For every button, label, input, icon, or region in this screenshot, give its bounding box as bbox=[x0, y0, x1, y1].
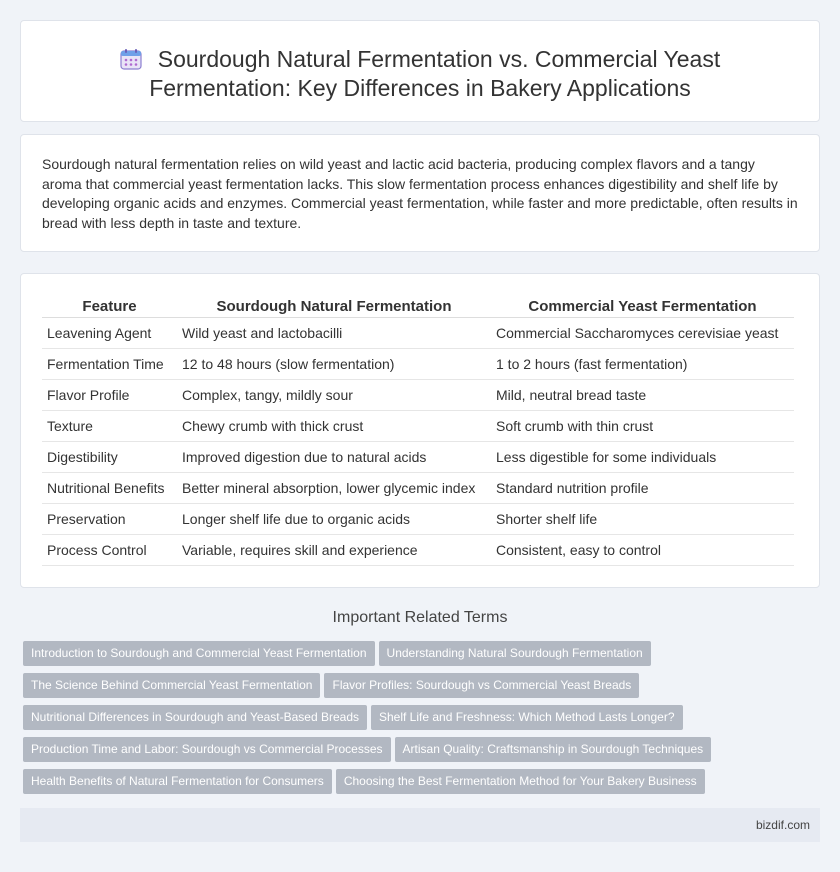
commercial-cell: Consistent, easy to control bbox=[491, 535, 794, 566]
page-title-text: Sourdough Natural Fermentation vs. Commercial Yeast Fermentation: Key Differences in Bakery Applications bbox=[149, 46, 721, 101]
sourdough-cell: Longer shelf life due to organic acids bbox=[177, 504, 491, 535]
footer-site[interactable]: bizdif.com bbox=[755, 818, 810, 832]
commercial-cell: Shorter shelf life bbox=[491, 504, 794, 535]
table-row bbox=[42, 504, 794, 535]
header-commercial: Commercial Yeast Fermentation bbox=[491, 296, 794, 318]
footer bbox=[20, 808, 820, 842]
comparison-table bbox=[42, 296, 794, 566]
table-row bbox=[42, 535, 794, 566]
commercial-cell: 1 to 2 hours (fast fermentation) bbox=[491, 349, 794, 380]
commercial-cell: Soft crumb with thin crust bbox=[491, 411, 794, 442]
feature-cell: Nutritional Benefits bbox=[42, 473, 177, 504]
related-term-tag[interactable]: Shelf Life and Freshness: Which Method Lasts Longer? bbox=[371, 705, 683, 730]
feature-cell: Preservation bbox=[42, 504, 177, 535]
sourdough-cell: 12 to 48 hours (slow fermentation) bbox=[177, 349, 491, 380]
commercial-cell: Less digestible for some individuals bbox=[491, 442, 794, 473]
table-row bbox=[42, 411, 794, 442]
sourdough-cell: Chewy crumb with thick crust bbox=[177, 411, 491, 442]
calendar-icon bbox=[120, 48, 142, 70]
related-term-tag[interactable]: Production Time and Labor: Sourdough vs Commercial Processes bbox=[23, 737, 391, 762]
feature-cell: Texture bbox=[42, 411, 177, 442]
title-card bbox=[20, 20, 820, 122]
commercial-cell: Mild, neutral bread taste bbox=[491, 380, 794, 411]
sourdough-cell: Complex, tangy, mildly sour bbox=[177, 380, 491, 411]
sourdough-cell: Improved digestion due to natural acids bbox=[177, 442, 491, 473]
related-term-tag[interactable]: Nutritional Differences in Sourdough and Yeast-Based Breads bbox=[23, 705, 367, 730]
table-row bbox=[42, 473, 794, 504]
table-row bbox=[42, 442, 794, 473]
table-header-row bbox=[42, 296, 794, 318]
related-term-tag[interactable]: Choosing the Best Fermentation Method for Your Bakery Business bbox=[336, 769, 705, 794]
related-term-tag[interactable]: Introduction to Sourdough and Commercial Yeast Fermentation bbox=[23, 641, 375, 666]
feature-cell: Process Control bbox=[42, 535, 177, 566]
related-term-tag[interactable]: The Science Behind Commercial Yeast Fermentation bbox=[23, 673, 320, 698]
related-term-tag[interactable]: Flavor Profiles: Sourdough vs Commercial Yeast Breads bbox=[324, 673, 639, 698]
related-term-tag[interactable]: Health Benefits of Natural Fermentation for Consumers bbox=[23, 769, 332, 794]
comparison-card bbox=[20, 273, 820, 588]
table-row bbox=[42, 349, 794, 380]
sourdough-cell: Variable, requires skill and experience bbox=[177, 535, 491, 566]
feature-cell: Fermentation Time bbox=[42, 349, 177, 380]
feature-cell: Flavor Profile bbox=[42, 380, 177, 411]
related-term-tag[interactable]: Understanding Natural Sourdough Fermentation bbox=[379, 641, 651, 666]
header-feature: Feature bbox=[42, 296, 177, 318]
related-terms-list bbox=[23, 641, 803, 801]
intro-paragraph: Sourdough natural fermentation relies on wild yeast and lactic acid bacteria, producing complex flavors and a tangy aroma that commercial yeast fermentation lacks. This slow fermentation process enhances digestibility and shelf life by developing organic acids and enzymes. Commercial yeast fermentation, while faster and more predictable, often results in bread with less depth in taste and texture. bbox=[42, 156, 798, 231]
related-terms-heading: Important Related Terms bbox=[332, 609, 508, 626]
table-row bbox=[42, 380, 794, 411]
sourdough-cell: Better mineral absorption, lower glycemic index bbox=[177, 473, 491, 504]
related-term-tag[interactable]: Artisan Quality: Craftsmanship in Sourdough Techniques bbox=[395, 737, 712, 762]
sourdough-cell: Wild yeast and lactobacilli bbox=[177, 318, 491, 349]
intro-card bbox=[20, 134, 820, 252]
feature-cell: Leavening Agent bbox=[42, 318, 177, 349]
header-sourdough: Sourdough Natural Fermentation bbox=[177, 296, 491, 318]
commercial-cell: Standard nutrition profile bbox=[491, 473, 794, 504]
commercial-cell: Commercial Saccharomyces cerevisiae yeast bbox=[491, 318, 794, 349]
page-title bbox=[21, 45, 819, 103]
feature-cell: Digestibility bbox=[42, 442, 177, 473]
table-row bbox=[42, 318, 794, 349]
